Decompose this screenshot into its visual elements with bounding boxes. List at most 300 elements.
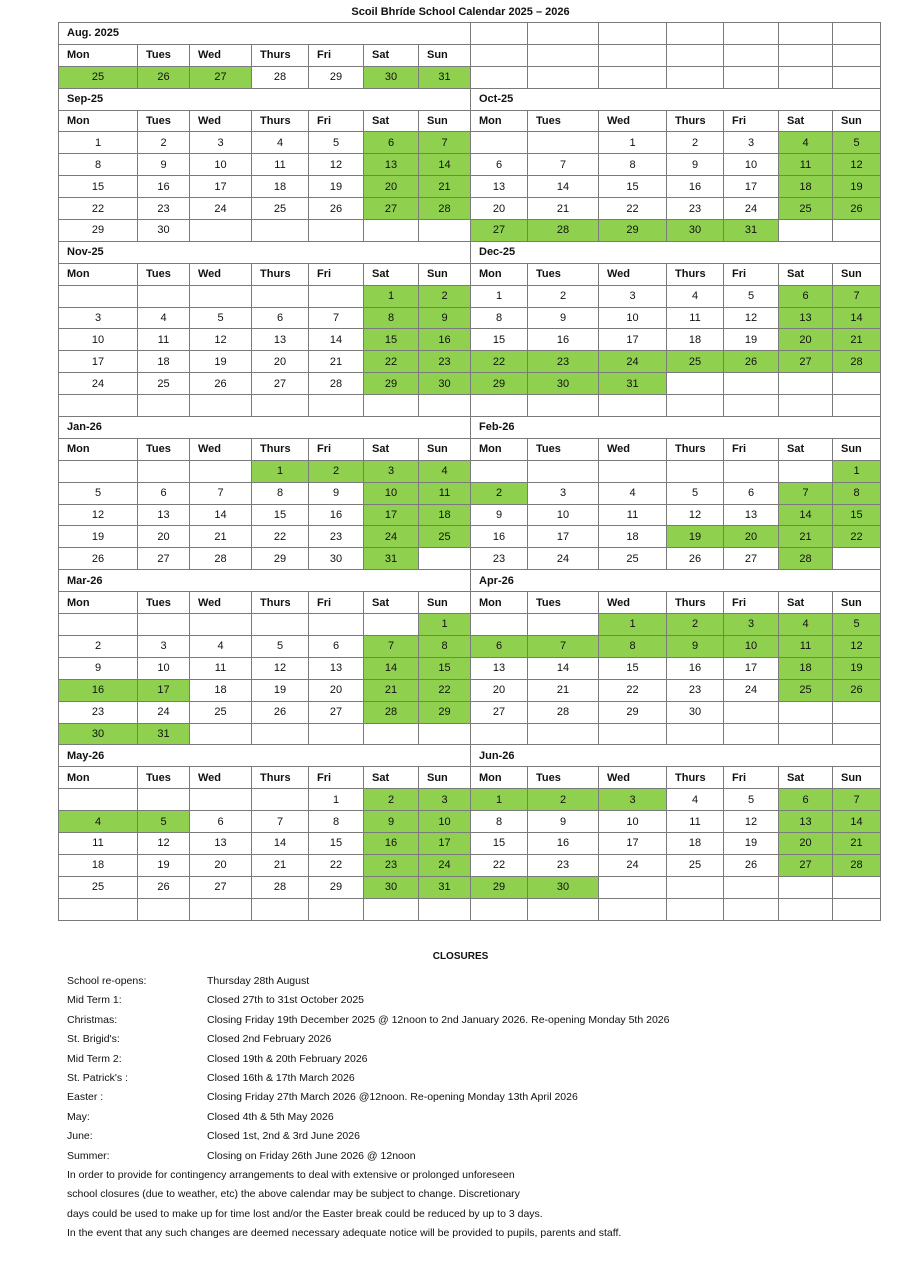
day-cell: 21 [528, 679, 599, 701]
empty-cell [59, 898, 138, 920]
day-cell: 12 [724, 307, 779, 329]
closed-day-cell: 3 [419, 789, 471, 811]
closure-text: Closed 1st, 2nd & 3rd June 2026 [207, 1130, 360, 1143]
day-header: Sun [833, 592, 881, 614]
empty-cell [138, 789, 190, 811]
day-cell: 3 [138, 635, 190, 657]
empty-cell [471, 395, 528, 417]
closed-day-cell: 31 [724, 220, 779, 242]
day-header: Sat [364, 44, 419, 66]
day-cell: 12 [667, 504, 724, 526]
day-cell: 27 [190, 876, 252, 898]
day-header: Fri [309, 592, 364, 614]
day-header-row [59, 110, 881, 132]
day-cell: 23 [528, 854, 599, 876]
day-cell: 4 [667, 789, 724, 811]
closed-day-cell: 27 [779, 351, 833, 373]
closed-day-cell: 7 [528, 635, 599, 657]
day-cell: 6 [724, 482, 779, 504]
day-header: Mon [471, 767, 528, 789]
day-header: Thurs [667, 110, 724, 132]
closure-row [67, 1111, 334, 1123]
closed-day-cell: 14 [779, 504, 833, 526]
day-cell: 19 [309, 176, 364, 198]
closure-row [67, 1014, 669, 1026]
empty-cell [419, 395, 471, 417]
day-cell: 9 [59, 657, 138, 679]
day-cell: 28 [309, 373, 364, 395]
day-cell: 14 [528, 176, 599, 198]
day-cell: 5 [724, 789, 779, 811]
closed-day-cell: 1 [599, 614, 667, 636]
closure-label: June: [67, 1130, 93, 1143]
closed-day-cell: 25 [779, 679, 833, 701]
closure-label: St. Brigid's: [67, 1033, 120, 1046]
day-cell: 3 [724, 132, 779, 154]
closed-day-cell: 6 [471, 635, 528, 657]
day-cell: 8 [471, 307, 528, 329]
empty-cell [779, 876, 833, 898]
empty-cell [833, 898, 881, 920]
day-header: Mon [59, 44, 138, 66]
empty-cell [59, 395, 138, 417]
week-row [59, 176, 881, 198]
empty-cell [309, 898, 364, 920]
closed-day-cell: 4 [779, 614, 833, 636]
closed-day-cell: 30 [528, 876, 599, 898]
closed-day-cell: 9 [667, 635, 724, 657]
closed-day-cell: 20 [779, 832, 833, 854]
day-header: Sat [364, 767, 419, 789]
day-cell: 17 [599, 329, 667, 351]
day-cell: 22 [252, 526, 309, 548]
day-cell: 26 [667, 548, 724, 570]
empty-cell [252, 789, 309, 811]
day-header: Sat [779, 767, 833, 789]
closure-label: Easter : [67, 1091, 104, 1104]
empty-cell [724, 460, 779, 482]
day-cell: 9 [667, 154, 724, 176]
week-row [59, 635, 881, 657]
closed-day-cell: 23 [419, 351, 471, 373]
day-cell: 20 [309, 679, 364, 701]
empty-cell [779, 66, 833, 88]
day-cell: 19 [190, 351, 252, 373]
week-row [59, 548, 881, 570]
empty-cell [364, 220, 419, 242]
closed-day-cell: 20 [779, 329, 833, 351]
closed-day-cell: 12 [833, 154, 881, 176]
day-cell: 8 [59, 154, 138, 176]
closed-day-cell: 11 [779, 154, 833, 176]
closure-row [67, 975, 309, 987]
day-header: Tues [528, 263, 599, 285]
closed-day-cell: 23 [528, 351, 599, 373]
closed-day-cell: 4 [59, 811, 138, 833]
day-cell: 3 [528, 482, 599, 504]
calendar-table [58, 22, 881, 921]
empty-cell [833, 395, 881, 417]
empty-cell [190, 723, 252, 745]
closed-day-cell: 19 [833, 657, 881, 679]
closed-day-cell: 8 [599, 635, 667, 657]
day-header: Thurs [252, 44, 309, 66]
day-cell: 2 [138, 132, 190, 154]
day-header: Fri [309, 438, 364, 460]
day-header: Thurs [252, 592, 309, 614]
week-row [59, 526, 881, 548]
day-header-row [59, 767, 881, 789]
day-header: Tues [528, 767, 599, 789]
day-cell: 9 [471, 504, 528, 526]
week-row [59, 701, 881, 723]
day-header-row [59, 44, 881, 66]
closed-day-cell: 13 [779, 811, 833, 833]
closures-title: CLOSURES [432, 951, 489, 962]
day-header: Mon [471, 438, 528, 460]
day-cell: 27 [252, 373, 309, 395]
day-cell: 15 [471, 329, 528, 351]
day-cell: 13 [724, 504, 779, 526]
empty-cell [252, 395, 309, 417]
empty-cell [833, 548, 881, 570]
day-header: Fri [309, 263, 364, 285]
day-cell: 20 [471, 198, 528, 220]
week-row [59, 789, 881, 811]
day-cell: 27 [138, 548, 190, 570]
closed-day-cell: 2 [309, 460, 364, 482]
day-cell: 30 [309, 548, 364, 570]
day-header-row [59, 438, 881, 460]
closed-day-cell: 26 [833, 198, 881, 220]
day-cell: 30 [667, 701, 724, 723]
empty-cell [599, 44, 667, 66]
day-header: Fri [309, 767, 364, 789]
day-cell: 6 [252, 307, 309, 329]
day-cell: 5 [252, 635, 309, 657]
empty-cell [59, 614, 138, 636]
closed-day-cell: 11 [779, 635, 833, 657]
day-cell: 28 [252, 876, 309, 898]
closed-day-cell: 10 [364, 482, 419, 504]
empty-cell [471, 23, 528, 45]
closed-day-cell: 4 [419, 460, 471, 482]
empty-cell [667, 66, 724, 88]
day-cell: 18 [667, 329, 724, 351]
closed-day-cell: 11 [419, 482, 471, 504]
empty-cell [779, 723, 833, 745]
empty-cell [667, 723, 724, 745]
day-cell: 17 [190, 176, 252, 198]
day-cell: 15 [599, 176, 667, 198]
empty-cell [471, 66, 528, 88]
day-header: Mon [471, 592, 528, 614]
closed-day-cell: 31 [419, 876, 471, 898]
week-row [59, 854, 881, 876]
closed-day-cell: 21 [833, 329, 881, 351]
day-cell: 6 [190, 811, 252, 833]
day-cell: 11 [667, 811, 724, 833]
day-cell: 15 [599, 657, 667, 679]
week-row [59, 329, 881, 351]
day-header: Wed [599, 110, 667, 132]
day-cell: 25 [138, 373, 190, 395]
closure-text: Thursday 28th August [207, 975, 310, 987]
month-name: Feb-26 [471, 417, 881, 439]
day-cell: 11 [59, 832, 138, 854]
closed-day-cell: 12 [833, 635, 881, 657]
closed-day-cell: 8 [364, 307, 419, 329]
day-cell: 13 [252, 329, 309, 351]
day-cell: 9 [309, 482, 364, 504]
day-header: Fri [724, 110, 779, 132]
empty-cell [471, 460, 528, 482]
closed-day-cell: 22 [833, 526, 881, 548]
day-cell: 10 [599, 307, 667, 329]
day-cell: 11 [138, 329, 190, 351]
day-header: Mon [471, 110, 528, 132]
closure-row [67, 1150, 416, 1162]
closed-day-cell: 29 [599, 220, 667, 242]
closed-day-cell: 5 [138, 811, 190, 833]
day-cell: 1 [599, 132, 667, 154]
day-cell: 23 [667, 679, 724, 701]
empty-cell [364, 614, 419, 636]
day-cell: 2 [59, 635, 138, 657]
closure-text: Closing on Friday 26th June 2026 @ 12noon [207, 1149, 416, 1162]
closed-day-cell: 17 [419, 832, 471, 854]
day-cell: 11 [190, 657, 252, 679]
closed-day-cell: 4 [779, 132, 833, 154]
closed-day-cell: 6 [779, 789, 833, 811]
closed-day-cell: 16 [419, 329, 471, 351]
day-cell: 24 [599, 854, 667, 876]
empty-cell [833, 876, 881, 898]
closed-day-cell: 27 [471, 220, 528, 242]
day-cell: 24 [528, 548, 599, 570]
empty-cell [779, 701, 833, 723]
empty-cell [724, 23, 779, 45]
closure-text: Closed 16th & 17th March 2026 [207, 1072, 355, 1084]
day-header: Thurs [667, 767, 724, 789]
closed-day-cell: 6 [364, 132, 419, 154]
day-header-row [59, 592, 881, 614]
day-cell: 10 [724, 154, 779, 176]
day-cell: 13 [471, 176, 528, 198]
day-header: Fri [724, 592, 779, 614]
closed-day-cell: 3 [364, 460, 419, 482]
empty-cell [309, 220, 364, 242]
day-cell: 23 [309, 526, 364, 548]
day-cell: 4 [138, 307, 190, 329]
day-cell: 18 [138, 351, 190, 373]
empty-cell [190, 614, 252, 636]
day-header: Wed [190, 767, 252, 789]
closure-row [67, 994, 364, 1006]
day-cell: 15 [252, 504, 309, 526]
day-cell: 20 [471, 679, 528, 701]
closure-text: Closed 27th to 31st October 2025 [207, 994, 365, 1007]
day-cell: 25 [252, 198, 309, 220]
day-header: Thurs [252, 110, 309, 132]
day-cell: 10 [59, 329, 138, 351]
day-cell: 3 [599, 285, 667, 307]
day-header: Tues [138, 592, 190, 614]
empty-cell [667, 876, 724, 898]
empty-cell [779, 395, 833, 417]
closed-day-cell: 2 [471, 482, 528, 504]
day-cell: 16 [528, 329, 599, 351]
day-cell: 29 [59, 220, 138, 242]
day-header: Tues [138, 438, 190, 460]
empty-cell [528, 614, 599, 636]
closure-row [67, 1130, 360, 1142]
closed-day-cell: 21 [364, 679, 419, 701]
day-cell: 28 [190, 548, 252, 570]
closed-day-cell: 23 [364, 854, 419, 876]
day-cell: 18 [599, 526, 667, 548]
closed-day-cell: 1 [419, 614, 471, 636]
day-cell: 20 [252, 351, 309, 373]
month-name: Sep-25 [59, 88, 471, 110]
day-cell: 19 [724, 329, 779, 351]
empty-cell [528, 23, 599, 45]
day-header: Tues [138, 767, 190, 789]
day-cell: 22 [599, 679, 667, 701]
day-cell: 25 [667, 854, 724, 876]
day-cell: 24 [190, 198, 252, 220]
day-cell: 1 [309, 789, 364, 811]
week-row [59, 307, 881, 329]
week-row [59, 132, 881, 154]
day-cell: 26 [138, 876, 190, 898]
day-cell: 19 [138, 854, 190, 876]
closure-text: Closing Friday 27th March 2026 @12noon. Re-opening Monday 13th April 2026 [207, 1091, 578, 1104]
day-cell: 17 [599, 832, 667, 854]
closure-label: Mid Term 2: [67, 1052, 122, 1065]
day-cell: 13 [138, 504, 190, 526]
empty-cell [471, 132, 528, 154]
day-cell: 29 [309, 876, 364, 898]
month-title-row [59, 88, 881, 110]
closed-day-cell: 2 [528, 789, 599, 811]
day-header: Mon [59, 263, 138, 285]
month-name: May-26 [59, 745, 471, 767]
week-row [59, 351, 881, 373]
closed-day-cell: 19 [667, 526, 724, 548]
day-header: Sat [779, 263, 833, 285]
day-header: Sat [364, 110, 419, 132]
closed-day-cell: 7 [779, 482, 833, 504]
closure-text: Closing Friday 19th December 2025 @ 12noon to 2nd January 2026. Re-opening Monday 5th 2026 [207, 1013, 670, 1026]
empty-cell [309, 614, 364, 636]
day-cell: 28 [528, 701, 599, 723]
day-cell: 14 [309, 329, 364, 351]
closed-day-cell: 10 [419, 811, 471, 833]
month-name: Dec-25 [471, 241, 881, 263]
day-header: Mon [471, 263, 528, 285]
day-cell: 12 [252, 657, 309, 679]
closure-text: Closed 4th & 5th May 2026 [207, 1110, 334, 1123]
notice-line: school closures (due to weather, etc) the above calendar may be subject to change. Discretionary [67, 1188, 520, 1201]
day-cell: 12 [309, 154, 364, 176]
day-cell: 27 [309, 701, 364, 723]
day-header: Mon [59, 438, 138, 460]
empty-cell [833, 701, 881, 723]
day-cell: 24 [138, 701, 190, 723]
day-cell: 6 [471, 154, 528, 176]
day-cell: 29 [309, 66, 364, 88]
empty-cell [190, 395, 252, 417]
day-cell: 4 [190, 635, 252, 657]
day-cell: 11 [252, 154, 309, 176]
closed-day-cell: 30 [59, 723, 138, 745]
closure-row [67, 1091, 578, 1103]
closed-day-cell: 13 [364, 154, 419, 176]
day-header: Sun [419, 438, 471, 460]
day-cell: 2 [528, 285, 599, 307]
closed-day-cell: 15 [833, 504, 881, 526]
closed-day-cell: 28 [833, 351, 881, 373]
day-header: Wed [190, 44, 252, 66]
closed-day-cell: 31 [138, 723, 190, 745]
empty-cell [528, 66, 599, 88]
month-name: Aug. 2025 [59, 23, 471, 45]
month-name: Mar-26 [59, 570, 471, 592]
empty-cell [833, 373, 881, 395]
day-header: Wed [599, 592, 667, 614]
empty-cell [528, 898, 599, 920]
month-title-row [59, 417, 881, 439]
empty-cell [724, 44, 779, 66]
day-header: Mon [59, 592, 138, 614]
day-cell: 16 [138, 176, 190, 198]
closed-day-cell: 20 [724, 526, 779, 548]
empty-cell [419, 220, 471, 242]
empty-cell [309, 395, 364, 417]
closed-day-cell: 22 [471, 351, 528, 373]
empty-cell [471, 614, 528, 636]
week-row [59, 898, 881, 920]
closed-day-cell: 6 [779, 285, 833, 307]
empty-cell [252, 285, 309, 307]
closed-day-cell: 26 [138, 66, 190, 88]
day-cell: 4 [599, 482, 667, 504]
closed-day-cell: 31 [364, 548, 419, 570]
closed-day-cell: 18 [419, 504, 471, 526]
week-row [59, 198, 881, 220]
day-cell: 4 [667, 285, 724, 307]
day-cell: 5 [724, 285, 779, 307]
day-cell: 7 [309, 307, 364, 329]
closure-text: Closed 2nd February 2026 [207, 1033, 332, 1046]
empty-cell [252, 220, 309, 242]
day-cell: 10 [528, 504, 599, 526]
day-header-row [59, 263, 881, 285]
day-header: Tues [528, 110, 599, 132]
empty-cell [419, 548, 471, 570]
day-cell: 5 [309, 132, 364, 154]
month-name: Oct-25 [471, 88, 881, 110]
closed-day-cell: 5 [833, 132, 881, 154]
closed-day-cell: 14 [364, 657, 419, 679]
day-cell: 24 [724, 679, 779, 701]
day-cell: 29 [252, 548, 309, 570]
day-cell: 4 [252, 132, 309, 154]
day-cell: 12 [59, 504, 138, 526]
day-cell: 21 [528, 198, 599, 220]
empty-cell [364, 898, 419, 920]
